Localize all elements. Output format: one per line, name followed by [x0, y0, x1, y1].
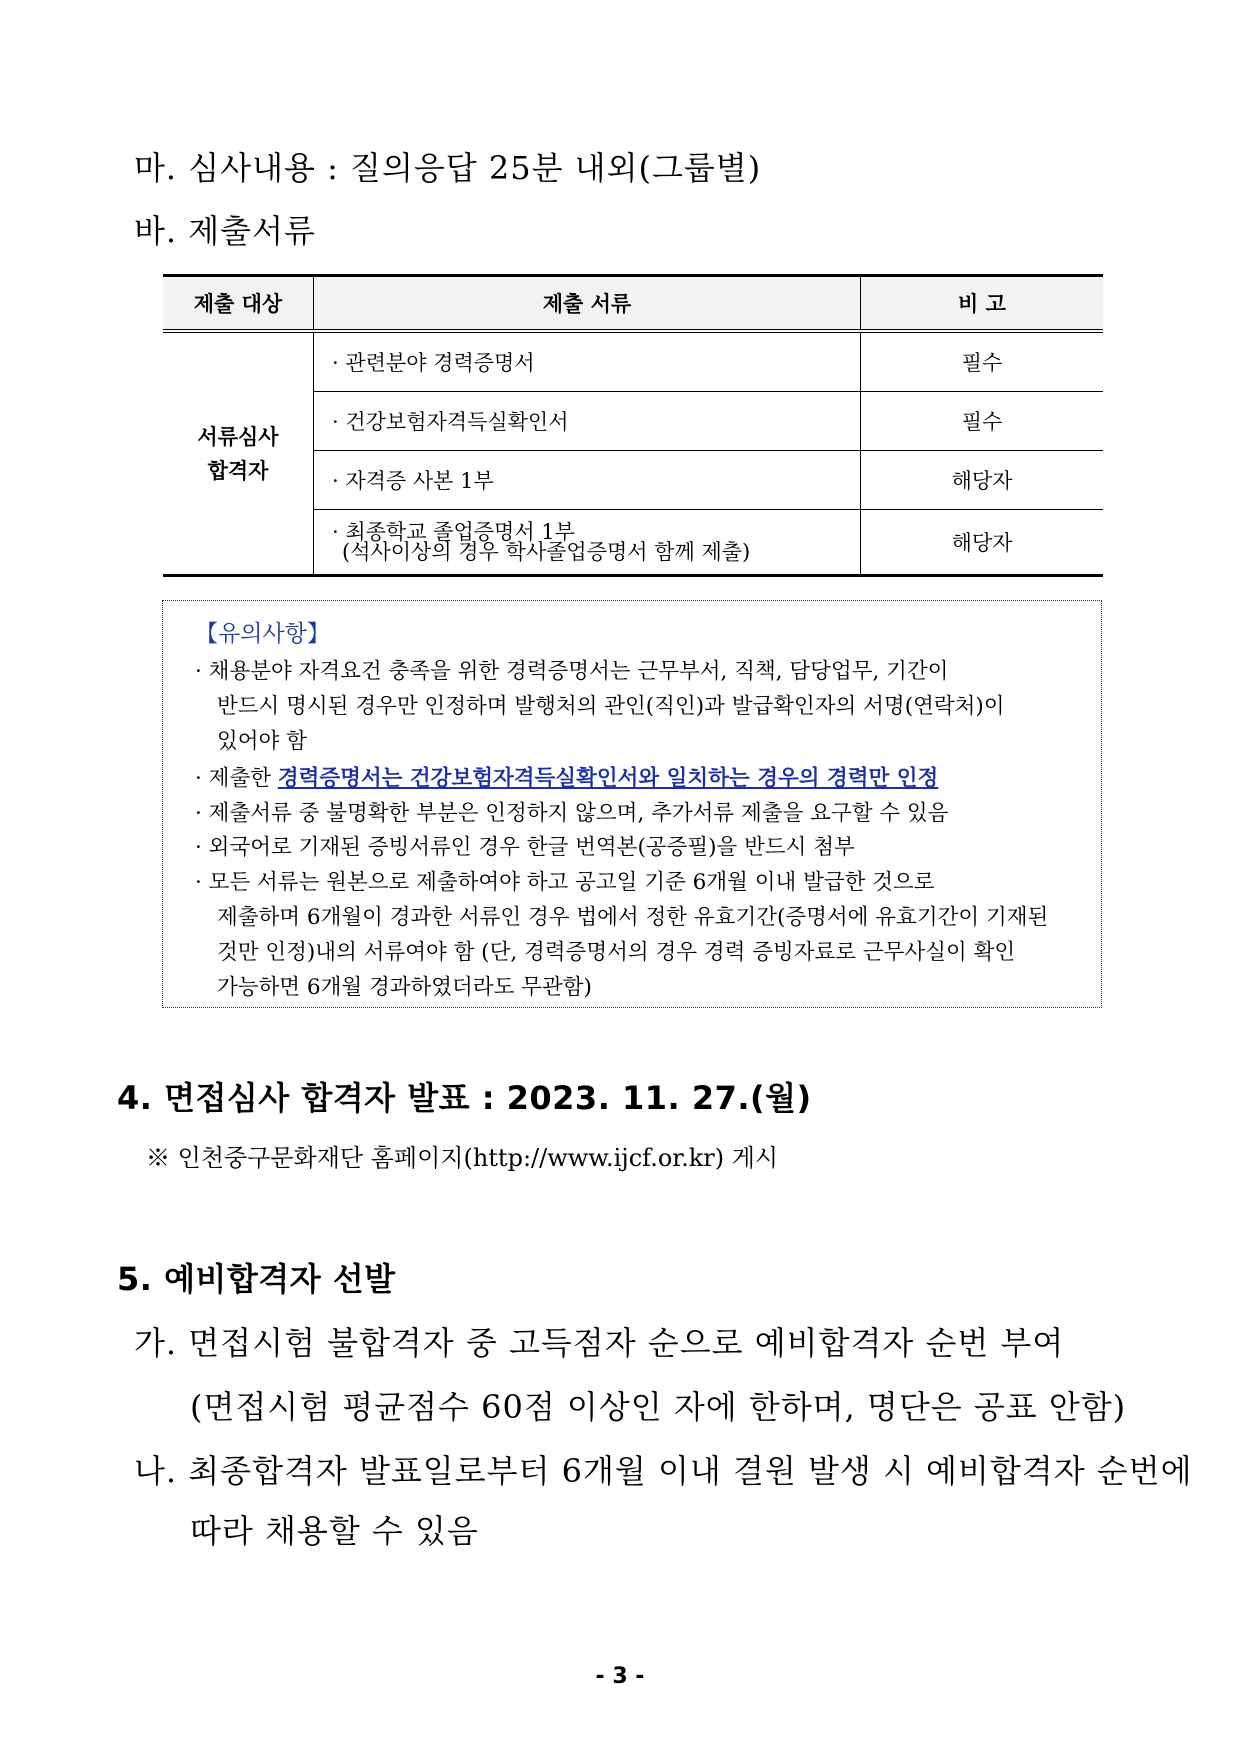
- table-header-row: [163, 276, 1103, 332]
- notice-line-10: 가능하면 6개월 경과하였더라도 무관함): [217, 975, 592, 1000]
- notice-line-4-prefix: · 제출한: [195, 766, 278, 791]
- notice-line-4: [195, 761, 938, 792]
- section-5-item-ga-sub: (면접시험 평균점수 60점 이상인 자에 한하며, 명단은 공표 안함): [190, 1388, 1127, 1426]
- target-cell: [163, 331, 314, 576]
- header-documents: 제출 서류: [314, 276, 861, 332]
- notice-line-6: · 외국어로 기재된 증빙서류인 경우 한글 번역본(공증필)을 반드시 첨부: [195, 835, 855, 860]
- remark-cell: 해당자: [861, 451, 1104, 510]
- section-5-title: 5. 예비합격자 선발: [117, 1260, 396, 1298]
- page-number: - 3 -: [595, 1664, 645, 1689]
- header-remarks: 비 고: [861, 276, 1104, 332]
- table-row: [163, 331, 1103, 392]
- header-target: 제출 대상: [163, 276, 314, 332]
- notice-line-5: · 제출서류 중 불명확한 부분은 인정하지 않으며, 추가서류 제출을 요구할 수 있음: [195, 801, 949, 826]
- remark-cell: 필수: [861, 331, 1104, 392]
- target-line1: 서류심사: [197, 424, 279, 449]
- section-5-item-ga: 가. 면접시험 불합격자 중 고득점자 순으로 예비합격자 순번 부여: [134, 1324, 1065, 1362]
- submission-documents-table: [163, 274, 1103, 577]
- target-line2: 합격자: [207, 458, 269, 483]
- document-cell: · 관련분야 경력증명서: [314, 331, 861, 392]
- remark-cell: 필수: [861, 392, 1104, 451]
- item-ba: 바. 제출서류: [134, 212, 316, 250]
- document-cell: · 자격증 사본 1부: [314, 451, 861, 510]
- notice-line-1: · 채용분야 자격요건 충족을 위한 경력증명서는 근무부서, 직책, 담당업무, 기간이: [195, 659, 949, 684]
- item-ma: 마. 심사내용 : 질의응답 25분 내외(그룹별): [134, 149, 762, 187]
- document-sub: (석사이상의 경우 학사졸업증명서 함께 제출): [342, 540, 751, 564]
- section-5-item-na-sub: 따라 채용할 수 있음: [190, 1512, 479, 1550]
- notice-line-9: 것만 인정)내의 서류여야 함 (단, 경력증명서의 경우 경력 증빙자료로 근무사실이 확인: [217, 940, 1016, 965]
- notice-emphasis-link: 경력증명서는 건강보험자격득실확인서와 일치하는 경우의 경력만 인정: [277, 766, 939, 791]
- notice-title: 【유의사항】: [195, 621, 330, 647]
- section-5-item-na: 나. 최종합격자 발표일로부터 6개월 이내 결원 발생 시 예비합격자 순번에: [134, 1452, 1193, 1490]
- notice-line-3: 있어야 함: [217, 729, 307, 754]
- document-cell: · 건강보험자격득실확인서: [314, 392, 861, 451]
- section-4-note: ※ 인천중구문화재단 홈페이지(http://www.ijcf.or.kr) 게시: [146, 1144, 779, 1172]
- document-main: · 최종학교 졸업증명서 1부: [332, 520, 575, 544]
- notice-line-8: 제출하며 6개월이 경과한 서류인 경우 법에서 정한 유효기간(증명서에 유효기간이 기재된: [217, 905, 1049, 930]
- notice-line-2: 반드시 명시된 경우만 인정하며 발행처의 관인(직인)과 발급확인자의 서명(연락처)이: [217, 694, 1005, 719]
- notice-line-7: · 모든 서류는 원본으로 제출하여야 하고 공고일 기준 6개월 이내 발급한 것으로: [195, 870, 935, 895]
- document-cell: [314, 510, 861, 576]
- notice-box: [162, 600, 1102, 1008]
- remark-cell: 해당자: [861, 510, 1104, 576]
- section-4-title: 4. 면접심사 합격자 발표 : 2023. 11. 27.(월): [117, 1079, 812, 1117]
